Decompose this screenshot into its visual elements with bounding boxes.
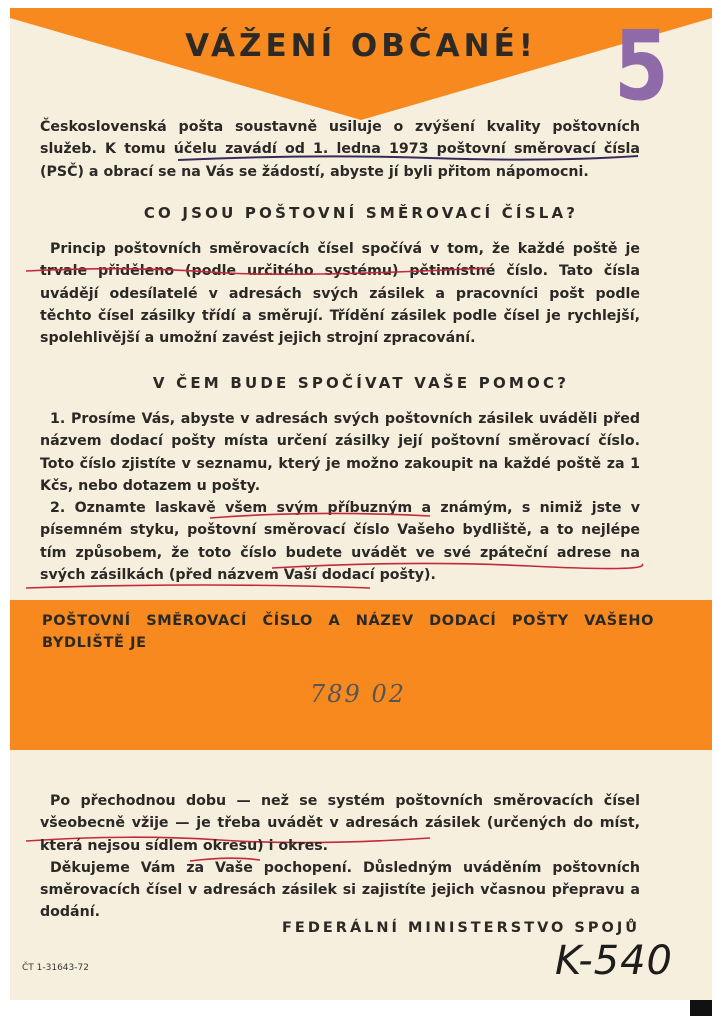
leaflet-page bbox=[10, 8, 712, 1000]
section1-heading: CO JSOU POŠTOVNÍ SMĚROVACÍ ČÍSLA? bbox=[143, 204, 579, 222]
section1-text: Princip poštovních směrovacích čísel spočívá v tom, že každé poště je trvale přiděleno (podle určitého systému) pětimístné číslo. Tato čísla uvádějí odesílatelé v adresách svých zásilek a pracovníci pošt podle těchto čísel zásilky třídí a směrují. Třídění zásilek podle čísel je rychlejší, spolehlivější a umožní zavést jejich strojní zpracování. bbox=[40, 241, 640, 347]
closing-paragraph bbox=[40, 790, 640, 924]
postal-code-box bbox=[10, 600, 712, 750]
section2-item-2: 2. Oznamte laskavě všem svým příbuzným a známým, s nimiž jste v písemném styku, poštovní směrovací číslo Vašeho bydliště, a to nejlépe tím způsobem, že toto číslo budete uvádět ve své zpáteční adrese na svých zásilkách (před názvem Vaší dodací pošty). bbox=[40, 500, 640, 584]
postal-code-box-label: POŠTOVNÍ SMĚROVACÍ ČÍSLO A NÁZEV DODACÍ POŠTY VAŠEHO BYDLIŠTĚ JE bbox=[42, 613, 654, 651]
page-headline: VÁŽENÍ OBČANÉ! bbox=[185, 28, 537, 64]
intro-text: Československá pošta soustavně usiluje o zvýšení kvality poštovních služeb. K tomu účelu zavádí od 1. ledna 1973 poštovní směrovací čísla (PSČ) a obrací se na Vás se žádostí, abyste jí byli přitom nápomocni. bbox=[40, 119, 640, 180]
scan-corner-mark bbox=[690, 1000, 712, 1016]
print-code: ČT 1-31643-72 bbox=[22, 963, 89, 973]
handwritten-postal-code: 789 02 bbox=[310, 680, 406, 708]
issuer-signature: FEDERÁLNÍ MINISTERSTVO SPOJŮ bbox=[282, 920, 640, 936]
section2-heading: V ČEM BUDE SPOČÍVAT VAŠE POMOC? bbox=[152, 374, 570, 392]
closing-text-2: Děkujeme Vám za Vaše pochopení. Důsledným uváděním poštovních směrovacích čísel v adresách zásilek si zajistíte jejich včasnou přepravu a dodání. bbox=[40, 859, 640, 921]
section2-item-1: 1. Prosíme Vás, abyste v adresách svých poštovních zásilek uváděli před názvem dodací pošty místa určení zásilky její poštovní směrovací číslo. Toto číslo zjistíte v seznamu, který je možno zakoupit na každé poště za 1 Kčs, nebo dotazem u pošty. bbox=[40, 411, 640, 494]
closing-text-1: Po přechodnou dobu — než se systém poštovních směrovacích čísel všeobecně vžije — je třeba uvádět v adresách zásilek (určených do míst, která nejsou sídlem okresu) i okres. bbox=[40, 793, 640, 854]
stamp-number: 5 bbox=[614, 10, 669, 122]
archive-mark: K-540 bbox=[555, 938, 673, 984]
